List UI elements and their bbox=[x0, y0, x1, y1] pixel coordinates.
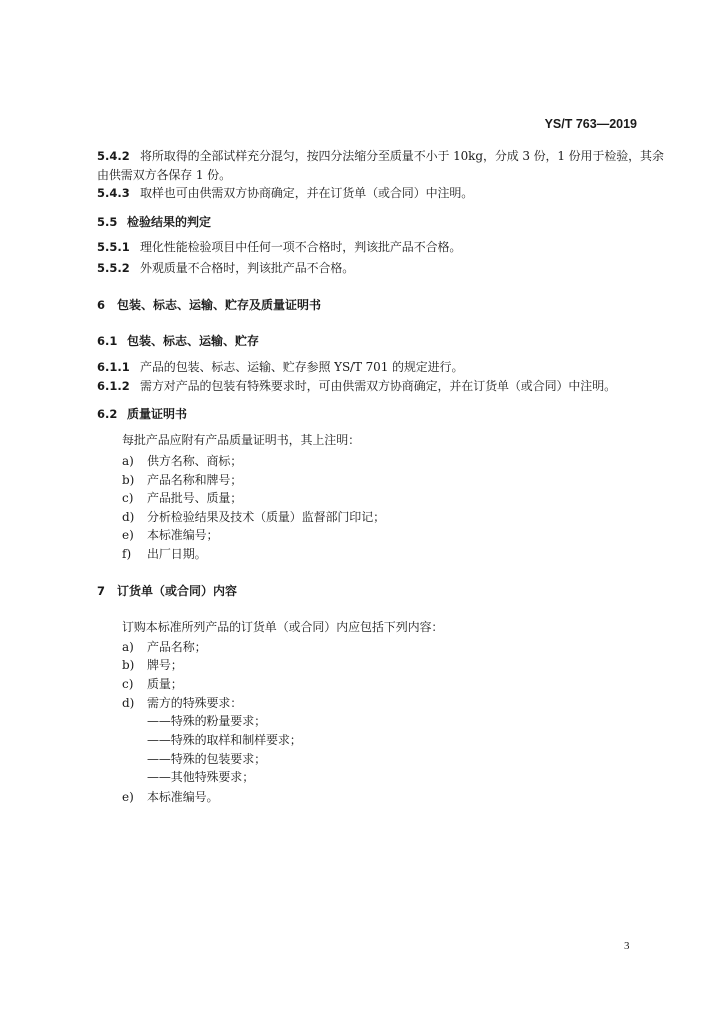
list-item-text: 产品名称； bbox=[147, 640, 207, 654]
list-item-text: 质量； bbox=[147, 677, 183, 691]
list-item-text: 需方的特殊要求： bbox=[147, 696, 243, 710]
clause-5-4-2-line-2: 由供需双方各保存 1 份。 bbox=[97, 168, 231, 182]
page-number: 3 bbox=[624, 940, 630, 952]
list-item-text: 出厂日期。 bbox=[147, 547, 207, 561]
section-number-6-2: 6.2 bbox=[97, 407, 118, 421]
chapter-title-7: 订货单（或合同）内容 bbox=[117, 584, 238, 598]
list-item-label: d) bbox=[122, 510, 135, 524]
list-item-label: b) bbox=[122, 658, 135, 672]
list-item-text: 产品批号、质量； bbox=[147, 491, 243, 505]
section-title-6-2: 质量证明书 bbox=[127, 407, 188, 421]
list-item-text: 产品名称和牌号； bbox=[147, 473, 243, 487]
dash-list-item: ——其他特殊要求； bbox=[147, 770, 255, 784]
list-item-label: c) bbox=[122, 491, 134, 505]
list-item-label: f) bbox=[122, 547, 132, 561]
list-item-label: a) bbox=[122, 640, 134, 654]
list-item-label: b) bbox=[122, 473, 135, 487]
clause-5-4-3-text: 取样也可由供需双方协商确定，并在订货单（或合同）中注明。 bbox=[140, 186, 474, 200]
standard-number-header: YS/T 763—2019 bbox=[544, 117, 637, 131]
list-item-text: 分析检验结果及技术（质量）监督部门印记； bbox=[147, 510, 386, 524]
clause-6-1-1-text: 产品的包装、标志、运输、贮存参照 YS/T 701 的规定进行。 bbox=[140, 360, 464, 374]
chapter-7-intro: 订购本标准所列产品的订货单（或合同）内应包括下列内容： bbox=[122, 620, 444, 634]
dash-list-item: ——特殊的粉量要求； bbox=[147, 714, 267, 728]
list-item-text: 本标准编号。 bbox=[147, 790, 219, 804]
chapter-title-6: 包装、标志、运输、贮存及质量证明书 bbox=[117, 298, 322, 312]
clause-number-5-5-2: 5.5.2 bbox=[97, 261, 130, 275]
list-item-label: a) bbox=[122, 454, 134, 468]
chapter-number-6: 6 bbox=[97, 298, 106, 312]
clause-5-5-1-text: 理化性能检验项目中任何一项不合格时，判该批产品不合格。 bbox=[140, 240, 462, 254]
clause-number-5-4-3: 5.4.3 bbox=[97, 186, 130, 200]
clause-5-4-2-line-1: 将所取得的全部试样充分混匀，按四分法缩分至质量不小于 10kg，分成 3 份，1 份用于检验，其余 bbox=[140, 149, 664, 163]
list-item-label: e) bbox=[122, 528, 134, 542]
section-title-6-1: 包装、标志、运输、贮存 bbox=[127, 334, 260, 348]
section-6-2-intro: 每批产品应附有产品质量证明书，其上注明： bbox=[122, 433, 361, 447]
list-item-label: e) bbox=[122, 790, 134, 804]
dash-list-item: ——特殊的包装要求； bbox=[147, 752, 267, 766]
list-item-text: 供方名称、商标； bbox=[147, 454, 243, 468]
clause-5-5-2-text: 外观质量不合格时，判该批产品不合格。 bbox=[140, 261, 355, 275]
list-item-text: 本标准编号； bbox=[147, 528, 219, 542]
list-item-label: d) bbox=[122, 696, 135, 710]
clause-number-6-1-1: 6.1.1 bbox=[97, 360, 130, 374]
section-title-5-5: 检验结果的判定 bbox=[127, 215, 212, 229]
clause-number-5-5-1: 5.5.1 bbox=[97, 240, 130, 254]
section-number-5-5: 5.5 bbox=[97, 215, 118, 229]
list-item-text: 牌号； bbox=[147, 658, 183, 672]
dash-list-item: ——特殊的取样和制样要求； bbox=[147, 733, 302, 747]
list-item-label: c) bbox=[122, 677, 134, 691]
clause-number-6-1-2: 6.1.2 bbox=[97, 379, 130, 393]
clause-6-1-2-text: 需方对产品的包装有特殊要求时，可由供需双方协商确定，并在订货单（或合同）中注明。 bbox=[140, 379, 617, 393]
clause-number-5-4-2: 5.4.2 bbox=[97, 149, 130, 163]
chapter-number-7: 7 bbox=[97, 584, 106, 598]
section-number-6-1: 6.1 bbox=[97, 334, 118, 348]
